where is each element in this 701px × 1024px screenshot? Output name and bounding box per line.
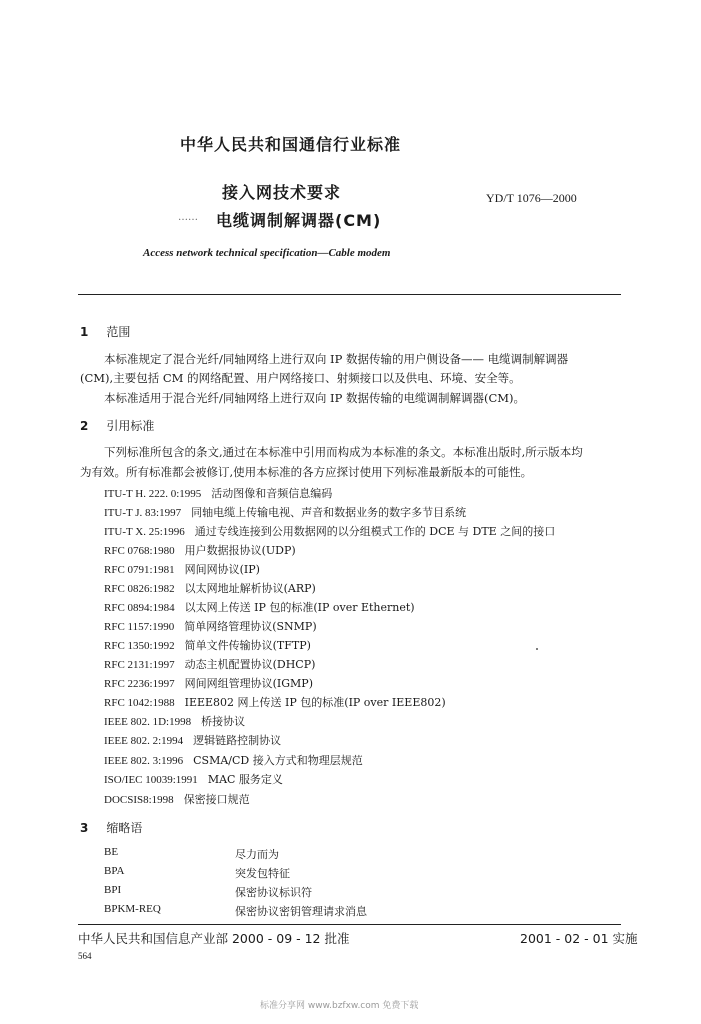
reference-code: IEEE 802. 2:1994	[104, 735, 184, 747]
section-1-paragraph-2: 本标准适用于混合光纤/同轴网络上进行双向 IP 数据传输的电缆调制解调器(CM)。	[104, 391, 526, 405]
section-2-title: 引用标准	[106, 419, 155, 433]
reference-item	[104, 713, 245, 729]
reference-code: RFC 1157:1990	[104, 621, 175, 633]
reference-code: IEEE 802. 3:1996	[104, 755, 184, 767]
standard-code: YD/T 1076—2000	[486, 191, 577, 205]
document-title-line1: 接入网技术要求	[222, 183, 342, 202]
reference-title: 逻辑链路控制协议	[193, 734, 282, 747]
page-number: 564	[78, 951, 92, 961]
section-2-paragraph-1a: 下列标准所包含的条文,通过在本标准中引用而构成为本标准的条文。本标准出版时,所示版本均	[104, 445, 583, 459]
section-1-paragraph-1a: 本标准规定了混合光纤/同轴网络上进行双向 IP 数据传输的用户侧设备—— 电缆调制解调器	[104, 352, 569, 366]
reference-title: 简单文件传输协议(TFTP)	[184, 639, 311, 652]
reference-item	[104, 675, 313, 691]
section-2-paragraph-1b: 为有效。所有标准都会被修订,使用本标准的各方应探讨使用下列标准最新版本的可能性。	[80, 465, 533, 479]
reference-item	[104, 694, 446, 710]
reference-title: 保密接口规范	[183, 793, 250, 806]
reference-title: 通过专线连接到公用数据网的以分组模式工作的 DCE 与 DTE 之间的接口	[194, 525, 556, 538]
reference-item	[104, 542, 296, 558]
reference-title: MAC 服务定义	[207, 773, 283, 786]
section-3-title: 缩略语	[106, 821, 143, 835]
abbreviation-meaning: 突发包特征	[235, 867, 290, 880]
reference-code: RFC 2131:1997	[104, 659, 175, 671]
industry-standard-heading: 中华人民共和国通信行业标准	[180, 135, 402, 154]
watermark: 标准分享网 www.bzfxw.com 免费下载	[260, 1001, 419, 1011]
reference-item	[104, 523, 555, 539]
reference-title: 动态主机配置协议(DHCP)	[184, 658, 316, 671]
reference-title: 以太网上传送 IP 包的标准(IP over Ethernet)	[184, 601, 415, 614]
reference-title: 简单网络管理协议(SNMP)	[184, 620, 317, 633]
english-title: Access network technical specification—Cable modem	[143, 247, 391, 259]
reference-code: DOCSIS8:1998	[104, 794, 174, 806]
section-3-heading	[80, 819, 142, 836]
section-2-number: 2	[80, 419, 89, 433]
header-divider	[78, 294, 621, 295]
abbreviation-term: BPI	[104, 884, 122, 896]
reference-item	[104, 485, 332, 501]
section-1-heading	[80, 323, 130, 340]
reference-item	[104, 656, 315, 672]
reference-item	[104, 561, 260, 577]
reference-title: 桥接协议	[201, 715, 246, 728]
reference-code: RFC 0894:1984	[104, 602, 175, 614]
title-prefix-dots: ……	[178, 212, 198, 223]
reference-code: RFC 0791:1981	[104, 564, 175, 576]
reference-title: 活动图像和音频信息编码	[211, 487, 333, 500]
footer-divider	[78, 924, 621, 925]
reference-title: 以太网地址解析协议(ARP)	[184, 582, 316, 595]
reference-code: RFC 1042:1988	[104, 697, 175, 709]
abbreviation-term: BPKM-REQ	[104, 903, 161, 915]
effective-date: 2001 - 02 - 01 实施	[520, 931, 638, 946]
abbreviation-meaning: 尽力而为	[235, 848, 279, 861]
reference-item	[104, 637, 311, 653]
section-1-paragraph-1b: (CM),主要包括 CM 的网络配置、用户网络接口、射频接口以及供电、环境、安全等。	[80, 371, 521, 385]
abbreviation-term: BPA	[104, 865, 125, 877]
section-1-number: 1	[80, 325, 89, 339]
reference-item	[104, 791, 250, 807]
section-2-heading	[80, 417, 154, 434]
reference-title: 网间网组管理协议(IGMP)	[184, 677, 313, 690]
document-title-line2: 电缆调制解调器(CM)	[216, 211, 382, 230]
reference-code: ISO/IEC 10039:1991	[104, 774, 198, 786]
scan-speck	[536, 648, 538, 650]
section-1-title: 范围	[106, 325, 131, 339]
reference-item	[104, 580, 316, 596]
reference-code: RFC 0768:1980	[104, 545, 175, 557]
abbreviation-term: BE	[104, 846, 119, 858]
reference-code: RFC 1350:1992	[104, 640, 175, 652]
reference-item	[104, 732, 281, 748]
reference-code: ITU-T X. 25:1996	[104, 526, 185, 538]
reference-code: RFC 2236:1997	[104, 678, 175, 690]
approval-line: 中华人民共和国信息产业部 2000 - 09 - 12 批准	[78, 931, 350, 946]
reference-title: 网间网协议(IP)	[184, 563, 260, 576]
reference-code: IEEE 802. 1D:1998	[104, 716, 192, 728]
reference-title: IEEE802 网上传送 IP 包的标准(IP over IEEE802)	[184, 696, 446, 709]
reference-code: ITU-T H. 222. 0:1995	[104, 488, 202, 500]
abbreviation-meaning: 保密协议标识符	[235, 886, 312, 899]
reference-item	[104, 504, 466, 520]
reference-code: RFC 0826:1982	[104, 583, 175, 595]
reference-item	[104, 599, 415, 615]
section-3-number: 3	[80, 821, 89, 835]
reference-title: 同轴电缆上传输电视、声音和数据业务的数字多节目系统	[191, 506, 467, 519]
reference-item	[104, 752, 363, 768]
reference-item	[104, 771, 283, 787]
reference-code: ITU-T J. 83:1997	[104, 507, 182, 519]
abbreviation-meaning: 保密协议密钥管理请求消息	[235, 905, 367, 918]
reference-title: CSMA/CD 接入方式和物理层规范	[193, 754, 363, 767]
reference-title: 用户数据报协议(UDP)	[184, 544, 296, 557]
reference-item	[104, 618, 317, 634]
